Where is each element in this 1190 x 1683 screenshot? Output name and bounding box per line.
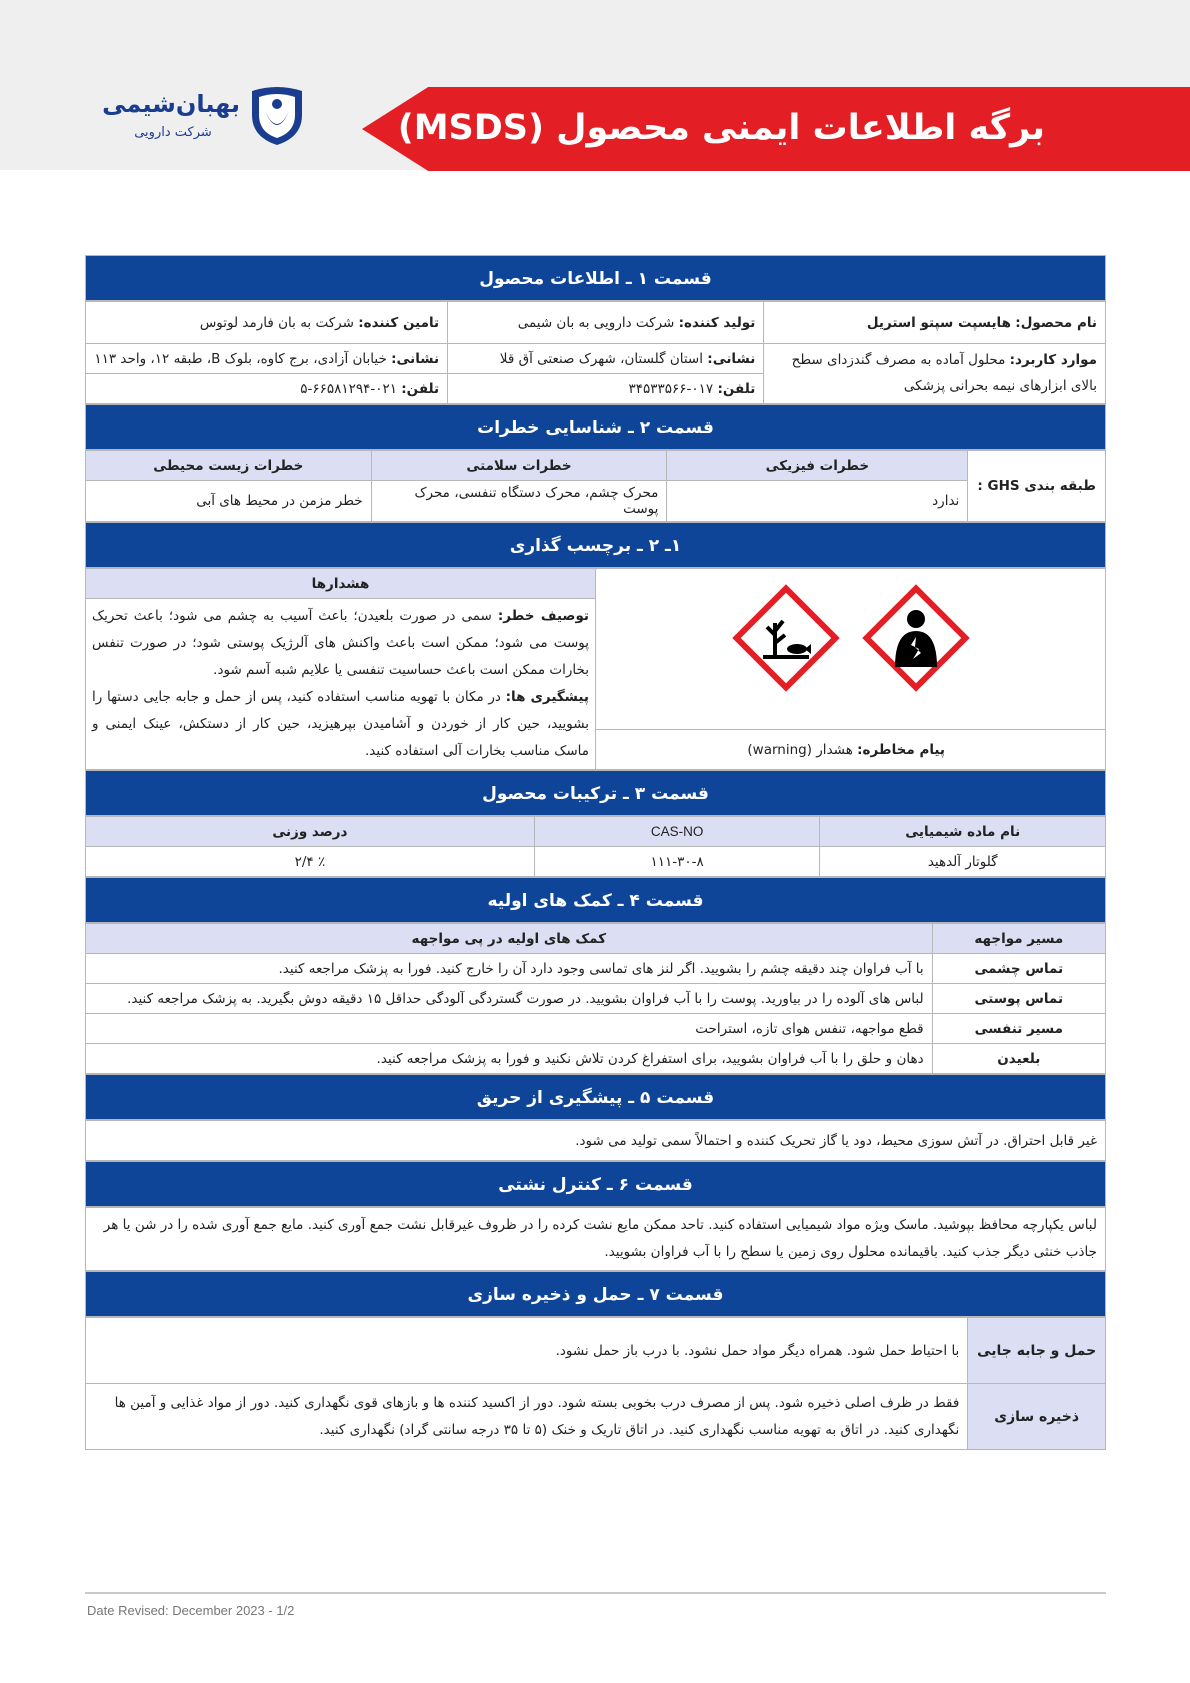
manufacturer-cell	[448, 302, 764, 344]
supplier-value: شرکت به بان فارمد لوتوس	[199, 314, 354, 331]
route-eye: تماس چشمی	[932, 954, 1105, 984]
first-aid-table	[85, 923, 1106, 1074]
supplier-address-label: نشانی:	[391, 350, 440, 367]
storage-table	[85, 1317, 1106, 1450]
health-hazards-header: خطرات سلامتی	[371, 451, 667, 481]
physical-hazards-value: ندارد	[667, 481, 968, 522]
ghs-label: طبقه بندی GHS :	[968, 451, 1106, 522]
manufacturer-phone-value: ۰۱۷-۳۴۵۳۳۵۶۶	[628, 380, 714, 397]
handling-text: با احتیاط حمل شود. همراه دیگر مواد حمل نشود. با درب باز حمل نشود.	[86, 1318, 968, 1384]
hazard-statement-label: توصیف خطر:	[497, 608, 589, 625]
route-inhalation: مسیر تنفسی	[932, 1014, 1105, 1044]
pictogram-cell	[596, 569, 1106, 730]
manufacturer-phone-cell	[448, 374, 764, 404]
company-logo	[100, 85, 310, 155]
warnings-cell	[86, 599, 596, 770]
signal-word-value: هشدار (warning)	[747, 741, 853, 758]
prevention-label: پیشگیری ها:	[505, 689, 589, 706]
aid-eye: با آب فراوان چند دقیقه چشم را بشویید. اگر لنز های تماسی وجود دارد آن را خارج کنید. فورا به پزشک مراجعه کنید.	[86, 954, 933, 984]
manufacturer-address-cell	[448, 344, 764, 374]
physical-hazards-header: خطرات فیزیکی	[667, 451, 968, 481]
section-5-header: قسمت ۵ ـ پیشگیری از حریق	[85, 1074, 1106, 1120]
signal-word-cell	[596, 730, 1106, 770]
labelling-table	[85, 568, 1106, 770]
supplier-phone-cell	[86, 374, 448, 404]
usage-label: موارد کاربرد:	[1009, 352, 1097, 368]
section-1-table	[85, 301, 1106, 404]
spill-table	[85, 1207, 1106, 1271]
spill-text: لباس یکپارچه محافظ بپوشید. ماسک ویژه مواد شیمیایی استفاده کنید. تاحد ممکن مایع نشت کرده را در ظروف غیرقابل نشت جمع آوری کنید. مایع جمع آوری شده را در شن یا هر جاذب خنثی دیگر جذب کنید. باقیمانده محلول روی زمین یا سطح را با آب فراوان بشویید.	[86, 1208, 1106, 1271]
supplier-address-value: خیابان آزادی، برج کاوه، بلوک B، طبقه ۱۲، واحد ۱۱۳	[94, 350, 387, 367]
msds-document	[85, 255, 1106, 1450]
handling-label: حمل و جابه جایی	[968, 1318, 1106, 1384]
section-2-1-header: ۱ـ ۲ ـ برچسب گذاری	[85, 522, 1106, 568]
manufacturer-label: تولید کننده:	[678, 314, 756, 331]
product-name-label: نام محصول:	[1015, 314, 1097, 331]
route-ingestion: بلعیدن	[932, 1044, 1105, 1074]
environment-pictogram-icon	[731, 583, 841, 693]
footer-revision: Date Revised: December 2023 - 1/2	[87, 1603, 295, 1618]
supplier-phone-value: ۰۲۱-۶۶۵۸۱۲۹۴-۵	[300, 380, 397, 397]
storage-label: ذخیره سازی	[968, 1384, 1106, 1450]
product-name-cell	[764, 302, 1106, 344]
fire-table	[85, 1120, 1106, 1161]
signal-word-label: پیام مخاطره:	[857, 741, 945, 758]
manufacturer-value: شرکت دارویی به بان شیمی	[517, 314, 675, 331]
logo-subtitle: شرکت دارویی	[134, 125, 212, 140]
health-hazard-pictogram-icon	[861, 583, 971, 693]
section-7-header: قسمت ۷ ـ حمل و ذخیره سازی	[85, 1271, 1106, 1317]
hazard-statement-value: سمی در صورت بلعیدن؛ باعث آسیب به چشم می شود؛ باعث تحریک پوست می شود؛ ممکن است باعث واکنش های آلرژیک پوستی شود؛ در صورت تنفس بخارات ممکن است باعث حساسیت تنفسی یا علایم شبه آسم شود.	[92, 608, 589, 679]
page-title: برگه اطلاعات ایمنی محصول (MSDS)	[397, 108, 1045, 148]
health-hazards-value: محرک چشم، محرک دستگاه تنفسی، محرک پوست	[371, 481, 667, 522]
weight-percent-header: درصد وزنی	[86, 817, 535, 847]
section-3-header: قسمت ۳ ـ ترکیبات محصول	[85, 770, 1106, 816]
composition-table	[85, 816, 1106, 877]
environmental-hazards-header: خطرات زیست محیطی	[86, 451, 372, 481]
storage-text: فقط در ظرف اصلی ذخیره شود. پس از مصرف درب بخوبی بسته شود. دور از اکسید کننده ها و بازهای قوی نگهداری کنید. دور از مواد غذایی و آمین ها نگهداری کنید. در اتاق به تهویه مناسب نگهداری کنید. در اتاق تاریک و خنک (۵ تا ۳۵ درجه سانتی گراد) نگهداری کنید.	[86, 1384, 968, 1450]
section-1-header: قسمت ۱ ـ اطلاعات محصول	[85, 255, 1106, 301]
weight-percent-value: ٪ ۲/۴	[86, 847, 535, 877]
product-name-value: هایسپت سپتو استریل	[866, 314, 1011, 331]
table-row	[86, 1044, 1106, 1074]
footer-divider	[85, 1592, 1106, 1594]
table-row	[86, 954, 1106, 984]
supplier-label: تامین کننده:	[358, 314, 440, 331]
environmental-hazards-value: خطر مزمن در محیط های آبی	[86, 481, 372, 522]
usage-value: محلول آماده به مصرف گندزدای سطح بالای ابزارهای نیمه بحرانی پزشکی	[791, 352, 1097, 394]
supplier-address-cell	[86, 344, 448, 374]
chemical-name-value: گلوتار آلدهید	[820, 847, 1106, 877]
logo-name: بهبان‌شیمی	[102, 90, 240, 118]
supplier-cell	[86, 302, 448, 344]
chemical-name-header: نام ماده شیمیایی	[820, 817, 1106, 847]
manufacturer-address-label: نشانی:	[707, 350, 756, 367]
exposure-route-header: مسیر مواجهه	[932, 924, 1105, 954]
logo-emblem-icon	[248, 85, 306, 147]
section-6-header: قسمت ۶ ـ کنترل نشتی	[85, 1161, 1106, 1207]
manufacturer-address-value: استان گلستان، شهرک صنعتی آق قلا	[499, 350, 703, 367]
table-row	[86, 1014, 1106, 1044]
warnings-header: هشدارها	[86, 569, 596, 599]
first-aid-header: کمک های اولیه در پی مواجهه	[86, 924, 933, 954]
supplier-phone-label: تلفن:	[401, 380, 440, 397]
aid-inhalation: قطع مواجهه، تنفس هوای تازه، استراحت	[86, 1014, 933, 1044]
cas-number-header: CAS-NO	[534, 817, 820, 847]
section-2-header: قسمت ۲ ـ شناسایی خطرات	[85, 404, 1106, 450]
cas-number-value: ۱۱۱-۳۰-۸	[534, 847, 820, 877]
aid-ingestion: دهان و حلق را با آب فراوان بشویید، برای استفراغ کردن تلاش نکنید و فورا به پزشک مراجعه کنید.	[86, 1044, 933, 1074]
route-skin: تماس پوستی	[932, 984, 1105, 1014]
prevention-value: در مکان با تهویه مناسب استفاده کنید، پس از حمل و جابه جایی دستها را بشویید، حین کار از خوردن و آشامیدن بپرهیزید، حین کار از دستکش، عینک ایمنی و ماسک مناسب بخارات آلی استفاده کنید.	[92, 689, 589, 760]
section-4-header: قسمت ۴ ـ کمک های اولیه	[85, 877, 1106, 923]
pictogram-row	[596, 569, 1105, 693]
usage-cell	[764, 344, 1106, 404]
aid-skin: لباس های آلوده را در بیاورید. پوست را با آب فراوان بشویید. در صورت گستردگی آلودگی حداقل ۱۵ دقیقه دوش بگیرید. به پزشک مراجعه کنید.	[86, 984, 933, 1014]
fire-text: غیر قابل احتراق. در آتش سوزی محیط، دود یا گاز تحریک کننده و احتمالاً سمی تولید می شود.	[86, 1121, 1106, 1161]
manufacturer-phone-label: تلفن:	[717, 380, 756, 397]
section-2-table	[85, 450, 1106, 522]
table-row	[86, 984, 1106, 1014]
